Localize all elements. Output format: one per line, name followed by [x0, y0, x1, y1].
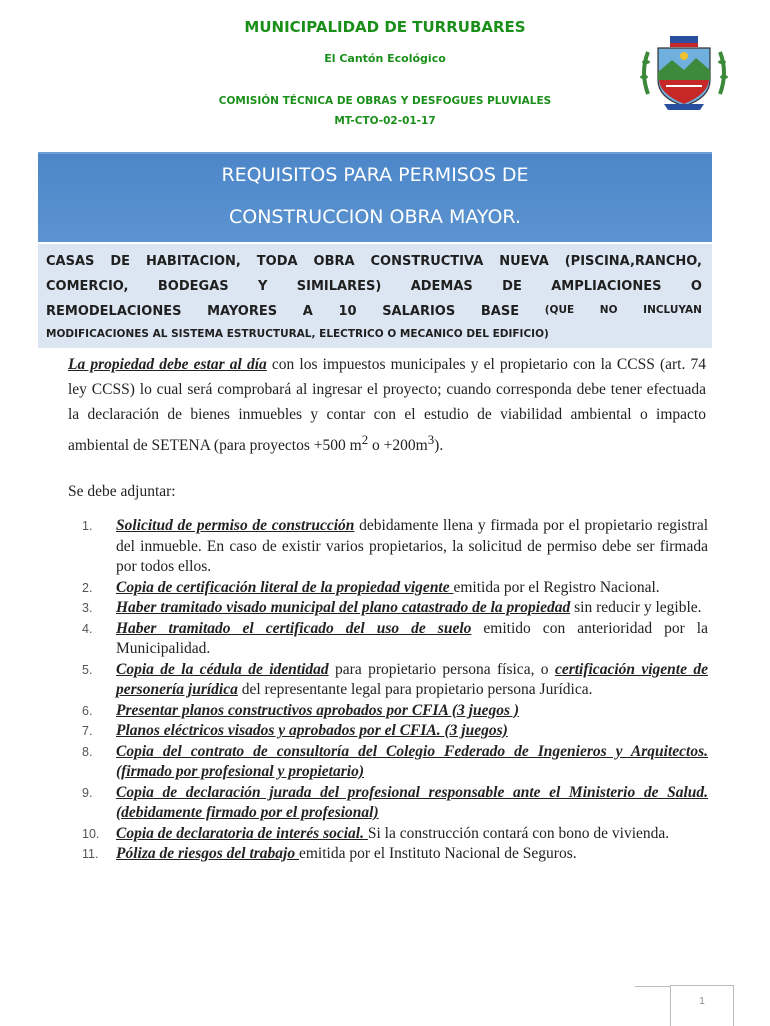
list-item: 1. Solicitud de permiso de construcción debidamente llena y firmada por el propietario registral del inmueble. En caso de existir varios propietarios, la solicitud de permiso debe ser firmada por todos ellos.	[82, 517, 709, 575]
banner-title-line-1: REQUISITOS PARA PERMISOS DE	[221, 164, 529, 186]
intro-emphasis: La propiedad debe estar al día	[68, 356, 267, 373]
list-item: 2. Copia de certificación literal de la propiedad vigente emitida por el Registro Nacional.	[82, 578, 660, 596]
document-code: MT-CTO-02-01-17	[334, 115, 436, 127]
list-item: 4. Haber tramitado el certificado del uso de suelo emitido con anterioridad por la Municipalidad.	[82, 619, 708, 657]
subtitle-line-1: CASAS DE HABITACION, TODA OBRA CONSTRUCTIVA NUEVA (PISCINA,RANCHO,	[46, 254, 702, 269]
requirements-list	[68, 516, 708, 865]
municipal-crest-logo	[636, 32, 732, 112]
list-item: 8. Copia del contrato de consultoría del Colegio Federado de Ingenieros y Arquitectos. (firmado por profesional y propietario)	[82, 742, 708, 780]
subtitle-line-4: MODIFICACIONES AL SISTEMA ESTRUCTURAL, ELECTRICO O MECANICO DEL EDIFICIO)	[46, 328, 549, 340]
list-item: 9. Copia de declaración jurada del profesional responsable ante el Ministerio de Salud.(debidamente firmado por el profesional)	[82, 783, 708, 821]
commission-name: COMISIÓN TÉCNICA DE OBRAS Y DESFOGUES PLUVIALES	[218, 95, 552, 107]
list-item: 7. Planos eléctricos visados y aprobados por el CFIA. (3 juegos)	[82, 722, 508, 739]
page-number: 1	[699, 996, 705, 1007]
list-item: 11. Póliza de riesgos del trabajo emitida por el Instituto Nacional de Seguros.	[82, 845, 577, 862]
list-item: 5. Copia de la cédula de identidad para propietario persona física, o certificación vigente de personería jurídica del representante legal para propietario persona Jurídica.	[82, 660, 708, 698]
municipality-title: MUNICIPALIDAD DE TURRUBARES	[244, 18, 526, 36]
title-banner	[38, 152, 712, 242]
intro-paragraph: La propiedad debe estar al día con los impuestos municipales y el propietario con la CCSS (art. 74 ley CCSS) lo cual será comprobará al ingresar el proyecto; cuando corresponda debe tener efectuada la declaración de bienes inmuebles y contar con el estudio de viabilidad ambiental o impacto ambiental de SETENA (para proyectos +500 $m^2$ $o +200m^3$).	[68, 356, 706, 455]
scope-subtitle-box	[38, 244, 712, 348]
subtitle-line-2: COMERCIO, BODEGAS Y SIMILARES) ADEMAS DE AMPLIACIONES O	[46, 279, 702, 294]
page-number-box	[670, 985, 734, 1026]
subtitle-line-3: REMODELACIONES MAYORES A 10 SALARIOS BASE (QUE NO INCLUYAN	[46, 304, 702, 319]
municipality-motto: El Cantón Ecológico	[324, 52, 446, 65]
banner-title-line-2: CONSTRUCCION OBRA MAYOR.	[228, 206, 521, 228]
list-item: 3. Haber tramitado visado municipal del plano catastrado de la propiedad sin reducir y legible.	[82, 599, 702, 616]
attachments-heading: Se debe adjuntar:	[68, 483, 176, 500]
list-item: 6. Presentar planos constructivos aprobados por CFIA (3 juegos )	[82, 701, 520, 719]
list-item: 10. Copia de declaratoria de interés social. Si la construcción contará con bono de vivienda.	[82, 824, 670, 842]
